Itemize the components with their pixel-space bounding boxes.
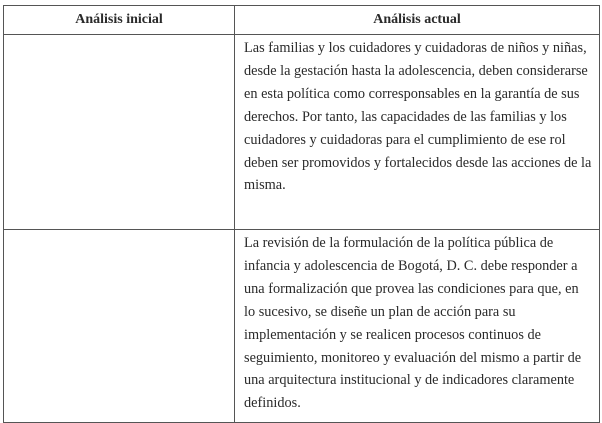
table-row bbox=[4, 35, 600, 230]
comparison-table bbox=[3, 5, 600, 423]
cell-actual-1: Las familias y los cuidadores y cuidadoras de niños y niñas, desde la gestación hasta la adolescencia, deben considerarse en esta política como corresponsables en la garantía de sus derechos. Por tanto, las capacidades de las familias y los cuidadores y cuidadoras para el cumplimiento de ese rol deben ser promovidos y fortalecidos desde las acciones de la misma. bbox=[235, 35, 600, 230]
table-row bbox=[4, 230, 600, 423]
cell-inicial-2 bbox=[4, 230, 235, 423]
header-row bbox=[4, 6, 600, 35]
header-analisis-inicial: Análisis inicial bbox=[4, 6, 235, 35]
cell-inicial-1 bbox=[4, 35, 235, 230]
header-analisis-actual: Análisis actual bbox=[235, 6, 600, 35]
cell-actual-2: La revisión de la formulación de la política pública de infancia y adolescencia de Bogotá, D. C. debe responder a una formalización que provea las condiciones para que, en lo sucesivo, se diseñe un plan de acción para su implementación y se realicen procesos continuos de seguimiento, monitoreo y evaluación del mismo a partir de una arquitectura institucional y de indicadores claramente definidos. bbox=[235, 230, 600, 423]
